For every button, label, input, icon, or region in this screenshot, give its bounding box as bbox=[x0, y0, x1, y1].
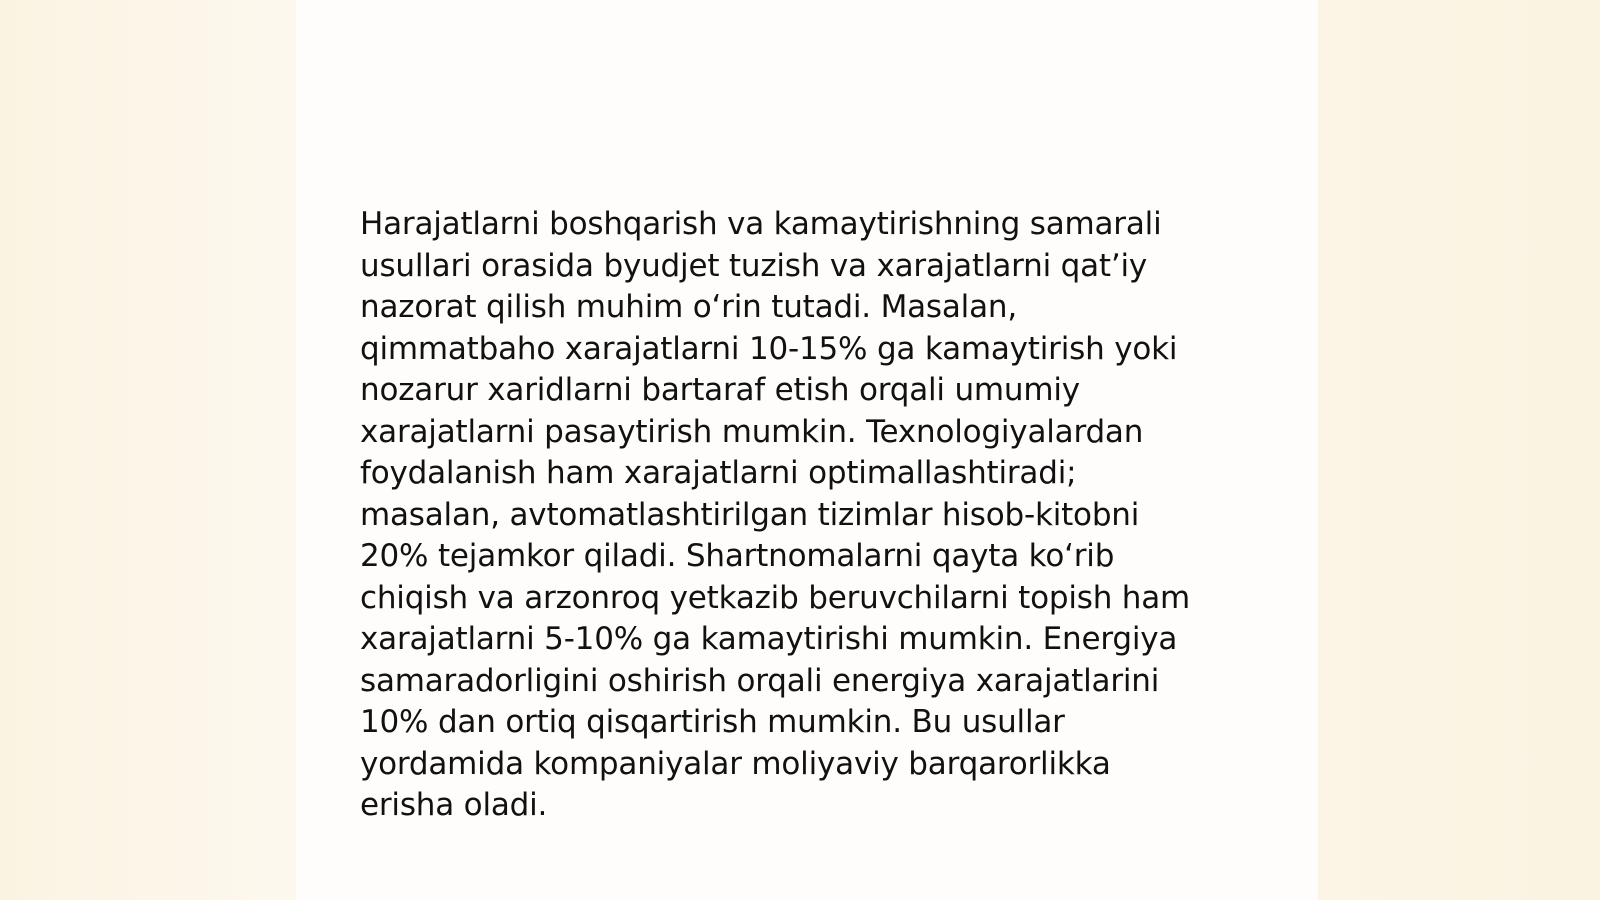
paragraph-line: 10% dan ortiq qisqartirish mumkin. Bu usullar bbox=[360, 704, 1065, 740]
paragraph-line: masalan, avtomatlashtirilgan tizimlar hisob-kitobni bbox=[360, 496, 1140, 533]
paragraph-line: nazorat qilish muhim o‘rin tutadi. Masalan, bbox=[360, 289, 1017, 325]
paragraph-line: qimmatbaho xarajatlarni 10-15% ga kamaytirish yoki bbox=[360, 330, 1178, 367]
slide bbox=[296, 0, 1318, 900]
paragraph-line: chiqish va arzonroq yetkazib beruvchilarni topish ham bbox=[360, 579, 1191, 616]
paragraph-line: Harajatlarni boshqarish va kamaytirishning samarali bbox=[360, 206, 1162, 242]
slide-body-paragraph bbox=[360, 204, 1260, 827]
paragraph-line: nozarur xaridlarni bartaraf etish orqali umumiy bbox=[360, 372, 1080, 408]
paragraph-line: xarajatlarni pasaytirish mumkin. Texnologiyalardan bbox=[360, 413, 1144, 450]
paragraph-line: erisha oladi. bbox=[360, 787, 548, 823]
paragraph-line: samaradorligini oshirish orqali energiya xarajatlarini bbox=[360, 662, 1160, 699]
paragraph-line: foydalanish ham xarajatlarni optimallashtiradi; bbox=[360, 455, 1077, 491]
paragraph-line: usullari orasida byudjet tuzish va xarajatlarni qat’iy bbox=[360, 247, 1148, 284]
paragraph-line: xarajatlarni 5-10% ga kamaytirishi mumkin. Energiya bbox=[360, 621, 1178, 657]
paragraph-line: yordamida kompaniyalar moliyaviy barqarorlikka bbox=[360, 745, 1111, 782]
paragraph-line: 20% tejamkor qiladi. Shartnomalarni qayta ko‘rib bbox=[360, 538, 1115, 574]
